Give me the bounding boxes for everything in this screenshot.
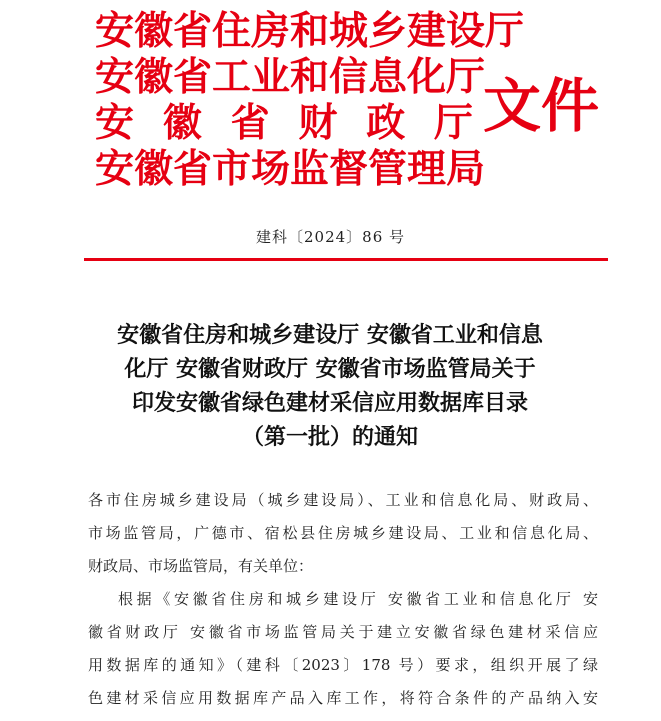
body-line-paragraph: 徽省财政厅 安徽省市场监管局关于建立安徽省绿色建材采信应 [88,623,598,641]
notice-body [88,484,598,715]
document-header [95,8,615,198]
body-line-addressees: 财政局、市场监管局，有关单位： [88,557,314,575]
document-number: 建科〔2024〕86 号 [255,228,406,246]
issuer-industry-dept: 安徽省工业和信息化厅 [95,54,486,100]
body-line-paragraph: 根据《安徽省住房和城乡建设厅 安徽省工业和信息化厅 安 [118,590,598,608]
title-line: 化厅 安徽省财政厅 安徽省市场监管局关于 [124,356,536,382]
notice-title [80,318,580,454]
issuing-authorities [95,8,525,192]
body-line-paragraph: 色建材采信应用数据库产品入库工作，将符合条件的产品纳入安 [88,689,598,707]
body-line-addressees: 各市住房城乡建设局（城乡建设局）、工业和信息化局、财政局、 [88,491,598,509]
body-line-addressees: 市场监管局，广德市、宿松县住房城乡建设局、工业和信息化局、 [88,524,598,542]
issuer-housing-dept: 安徽省住房和城乡建设厅 [95,8,525,54]
document-label: 文件 [483,72,600,140]
red-divider [84,258,608,261]
body-line-paragraph: 用数据库的通知》（建科〔2023〕178 号）要求，组织开展了绿 [88,656,598,674]
title-line: 安徽省住房和城乡建设厅 安徽省工业和信息 [117,322,543,348]
title-line: 印发安徽省绿色建材采信应用数据库目录 [131,390,528,416]
issuer-market-regulation: 安徽省市场监督管理局 [95,146,486,192]
issuer-finance-dept: 安 徽 省 财 政 厅 [95,100,473,146]
title-line: （第一批）的通知 [241,424,418,450]
